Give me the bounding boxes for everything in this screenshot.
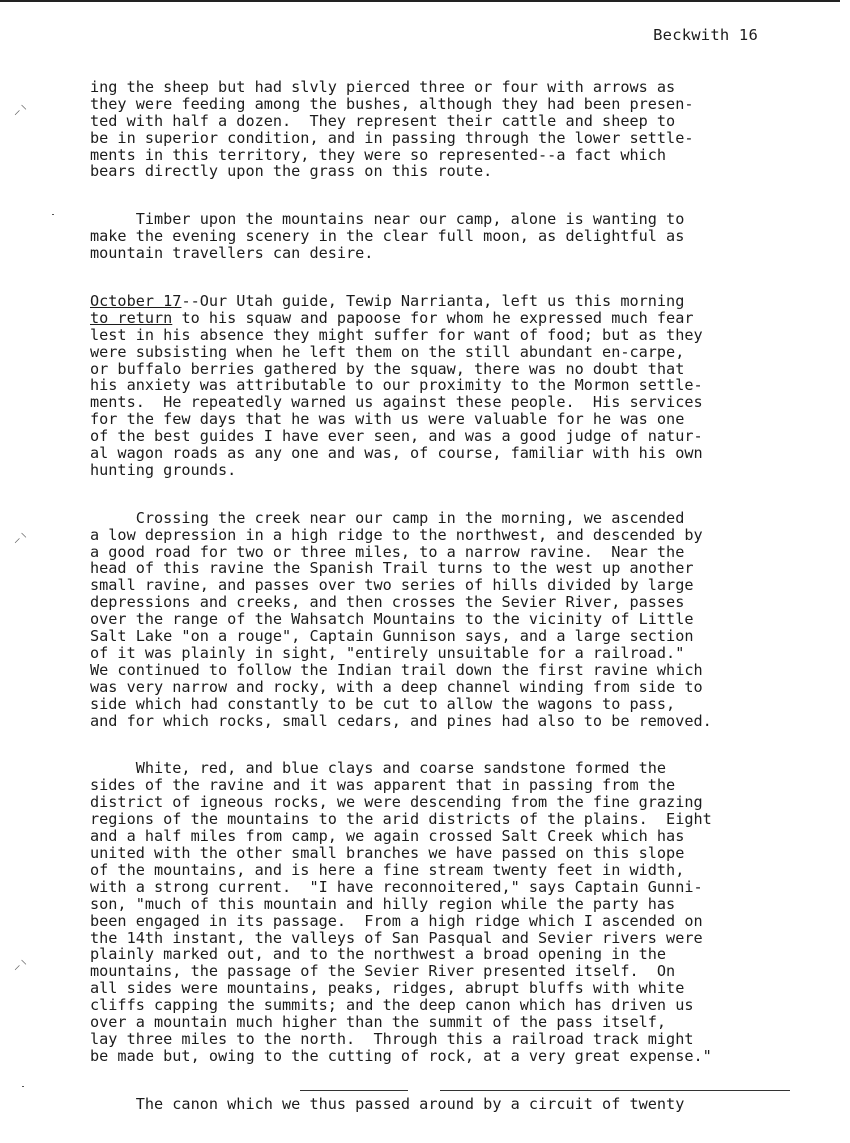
text-line: and for which rocks, small cedars, and pines had also to be removed. xyxy=(90,711,712,730)
text-line: small ravine, and passes over two series of hills divided by large xyxy=(90,576,694,595)
text-line: make the evening scenery in the clear full moon, as delightful as xyxy=(90,227,685,246)
text-line: al wagon roads as any one and was, of course, familiar with his own xyxy=(90,444,703,463)
text-line: plainly marked out, and to the northwest a broad opening in the xyxy=(90,945,667,964)
text-line: hunting grounds. xyxy=(90,460,237,479)
bottom-scan-rule xyxy=(300,1090,408,1091)
text-line: all sides were mountains, peaks, ridges, abrupt bluffs with white xyxy=(90,979,685,998)
text-line: be in superior condition, and in passing through the lower settle- xyxy=(90,128,694,147)
text-line: ments. He repeatedly warned us against these people. His services xyxy=(90,393,703,412)
scan-speck xyxy=(52,214,54,215)
paragraph-3 xyxy=(90,293,780,479)
text-line: cliffs capping the summits; and the deep canon which has driven us xyxy=(90,996,694,1015)
text-line: were subsisting when he left them on the still abundant en-carpe, xyxy=(90,342,685,361)
text-line: ted with half a dozen. They represent their cattle and sheep to xyxy=(90,111,676,130)
text-line: be made but, owing to the cutting of rock, at a very great expense." xyxy=(90,1046,712,1065)
text-line: over a mountain much higher than the summit of the pass itself, xyxy=(90,1013,667,1032)
text-line: over the range of the Wahsatch Mountains to the vicinity of Little xyxy=(90,610,694,629)
text-line-continuation: --Our Utah guide, Tewip Narrianta, left us this morning xyxy=(181,291,685,310)
text-line: with a strong current. "I have reconnoitered," says Captain Gunni- xyxy=(90,877,703,896)
text-line: a good road for two or three miles, to a narrow ravine. Near the xyxy=(90,542,685,561)
text-line: of it was plainly in sight, "entirely unsuitable for a railroad." xyxy=(90,644,685,662)
text-line-underlined-part: to return xyxy=(90,308,173,327)
paragraph-1 xyxy=(90,79,780,180)
paragraph-6 xyxy=(90,1096,780,1113)
scan-speck xyxy=(22,1086,24,1087)
text-line: a low depression in a high ridge to the northwest, and descended by xyxy=(90,525,703,544)
bottom-scan-rule xyxy=(440,1090,790,1091)
text-line: lay three miles to the north. Through this a railroad track might xyxy=(90,1029,694,1048)
text-line: regions of the mountains to the arid districts of the plains. Eight xyxy=(90,810,712,829)
text-line: his anxiety was attributable to our proximity to the Mormon settle- xyxy=(90,376,703,395)
paragraph-5 xyxy=(90,760,780,1064)
paragraph-4 xyxy=(90,510,780,730)
margin-scan-mark: ⸝⸌ xyxy=(14,531,27,546)
text-line: district of igneous rocks, we were descending from the fine grazing xyxy=(90,793,703,812)
text-line-rest: to his squaw and papoose for whom he expressed much fear xyxy=(172,308,694,327)
paragraph-2 xyxy=(90,211,780,262)
text-line: side which had constantly to be cut to allow the wagons to pass, xyxy=(90,694,676,713)
text-line: son, "much of this mountain and hilly region while the party has xyxy=(90,894,676,913)
text-line: sides of the ravine and it was apparent that in passing from the xyxy=(90,776,676,795)
text-line-dated xyxy=(90,293,780,310)
margin-scan-mark: ⸝⸌ xyxy=(14,103,27,118)
text-line: Timber upon the mountains near our camp, alone is wanting to xyxy=(90,210,685,229)
text-line: of the best guides I have ever seen, and was a good judge of natur- xyxy=(90,427,703,446)
text-line: mountain travellers can desire. xyxy=(90,244,374,263)
document-body xyxy=(90,62,780,1143)
text-line: ing the sheep but had slvly pierced three or four with arrows as xyxy=(90,77,676,96)
text-line: and a half miles from camp, we again crossed Salt Creek which has xyxy=(90,827,685,846)
page-header: Beckwith 16 xyxy=(653,26,758,44)
text-line xyxy=(90,310,780,327)
text-line: been engaged in its passage. From a high ridge which I ascended on xyxy=(90,911,703,930)
text-line: of the mountains, and is here a fine stream twenty feet in width, xyxy=(90,860,685,879)
text-line: White, red, and blue clays and coarse sandstone formed the xyxy=(90,759,667,778)
date-heading: October 17 xyxy=(90,291,182,310)
text-line: the 14th instant, the valleys of San Pasqual and Sevier rivers were xyxy=(90,928,703,947)
top-scan-rule xyxy=(0,0,840,2)
text-line: they were feeding among the bushes, although they had been presen- xyxy=(90,94,694,113)
text-line: united with the other small branches we have passed on this slope xyxy=(90,843,685,862)
text-line: depressions and creeks, and then crosses the Sevier River, passes xyxy=(90,593,685,612)
text-line: was very narrow and rocky, with a deep channel winding from side to xyxy=(90,677,703,696)
text-line: Salt Lake "on a rouge", Captain Gunnison says, and a large section xyxy=(90,627,694,646)
text-line: bears directly upon the grass on this route. xyxy=(90,162,493,181)
text-line: ments in this territory, they were so represented--a fact which xyxy=(90,145,667,164)
text-line: or buffalo berries gathered by the squaw, there was no doubt that xyxy=(90,359,685,378)
text-line: We continued to follow the Indian trail down the first ravine which xyxy=(90,660,703,679)
text-line: lest in his absence they might suffer for want of food; but as they xyxy=(90,325,703,344)
text-line: The canon which we thus passed around by a circuit of twenty xyxy=(90,1094,685,1113)
text-line: head of this ravine the Spanish Trail turns to the west up another xyxy=(90,559,694,578)
text-line: mountains, the passage of the Sevier River presented itself. On xyxy=(90,962,676,981)
margin-scan-mark: ⸝⸌ xyxy=(14,958,27,973)
text-line: Crossing the creek near our camp in the morning, we ascended xyxy=(90,508,685,527)
text-line: for the few days that he was with us were valuable for he was one xyxy=(90,410,685,429)
